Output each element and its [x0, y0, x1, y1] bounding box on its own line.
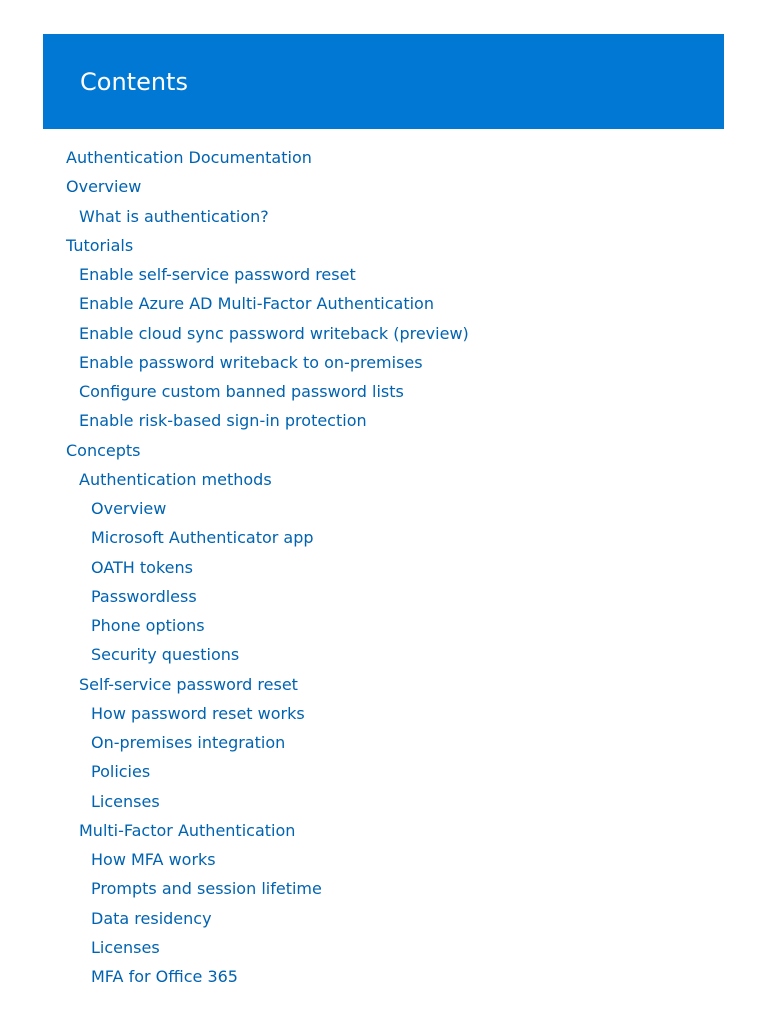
- toc-link[interactable]: Tutorials: [66, 235, 134, 255]
- toc-link[interactable]: Enable risk-based sign-in protection: [79, 411, 367, 431]
- toc-entry: [66, 965, 469, 994]
- toc-entry: [66, 643, 469, 672]
- toc-link[interactable]: Enable Azure AD Multi-Factor Authentication: [79, 294, 434, 314]
- toc-entry: [66, 351, 469, 380]
- toc-entry: [66, 731, 469, 760]
- toc-entry: [66, 760, 469, 789]
- toc-link[interactable]: Licenses: [91, 791, 160, 811]
- toc-entry: [66, 936, 469, 965]
- toc-link[interactable]: MFA for Office 365: [91, 967, 238, 986]
- toc-entry: [66, 877, 469, 906]
- contents-header: [43, 34, 724, 129]
- toc-link[interactable]: How password reset works: [91, 703, 305, 723]
- toc-entry: [66, 614, 469, 643]
- toc-link[interactable]: How MFA works: [91, 850, 216, 869]
- toc-link[interactable]: OATH tokens: [91, 557, 193, 577]
- toc-entry: [66, 439, 469, 468]
- toc-link[interactable]: Enable self-service password reset: [79, 265, 356, 284]
- toc-entry: [66, 526, 469, 555]
- toc-link[interactable]: Multi-Factor Authentication: [79, 820, 296, 840]
- toc-entry: [66, 146, 469, 175]
- toc-link[interactable]: Microsoft Authenticator app: [91, 528, 314, 548]
- toc-link[interactable]: Configure custom banned password lists: [79, 382, 404, 401]
- toc-link[interactable]: Data residency: [91, 908, 212, 928]
- toc-entry: [66, 409, 469, 438]
- toc-entry: [66, 468, 469, 497]
- toc-entry: [66, 819, 469, 848]
- toc-link[interactable]: Policies: [91, 762, 151, 782]
- toc-link[interactable]: Prompts and session lifetime: [91, 879, 322, 899]
- toc-entry: [66, 907, 469, 936]
- toc-entry: [66, 263, 469, 292]
- toc-entry: [66, 702, 469, 731]
- toc-entry: [66, 848, 469, 877]
- toc-entry: [66, 175, 469, 204]
- toc-link[interactable]: Security questions: [91, 645, 240, 665]
- toc-link[interactable]: Licenses: [91, 937, 160, 957]
- page-title: Contents: [80, 68, 188, 96]
- toc-link[interactable]: What is authentication?: [79, 206, 269, 226]
- toc-entry: [66, 234, 469, 263]
- toc-link[interactable]: Passwordless: [91, 586, 197, 606]
- toc-link[interactable]: Enable password writeback to on-premises: [79, 352, 423, 372]
- toc-entry: [66, 673, 469, 702]
- toc-link[interactable]: Enable cloud sync password writeback (preview): [79, 323, 469, 343]
- toc-entry: [66, 556, 469, 585]
- toc-entry: [66, 322, 469, 351]
- toc-entry: [66, 205, 469, 234]
- toc-entry: [66, 585, 469, 614]
- toc-link[interactable]: Phone options: [91, 616, 205, 635]
- table-of-contents: [66, 146, 469, 994]
- toc-link[interactable]: Overview: [91, 499, 167, 518]
- toc-entry: [66, 790, 469, 819]
- toc-entry: [66, 380, 469, 409]
- toc-entry: [66, 292, 469, 321]
- toc-link[interactable]: Authentication methods: [79, 469, 272, 489]
- toc-link[interactable]: Authentication Documentation: [66, 148, 312, 167]
- toc-link[interactable]: Self-service password reset: [79, 674, 298, 694]
- toc-link[interactable]: Concepts: [66, 440, 141, 460]
- toc-link[interactable]: Overview: [66, 177, 142, 197]
- toc-entry: [66, 497, 469, 526]
- toc-link[interactable]: On-premises integration: [91, 733, 286, 752]
